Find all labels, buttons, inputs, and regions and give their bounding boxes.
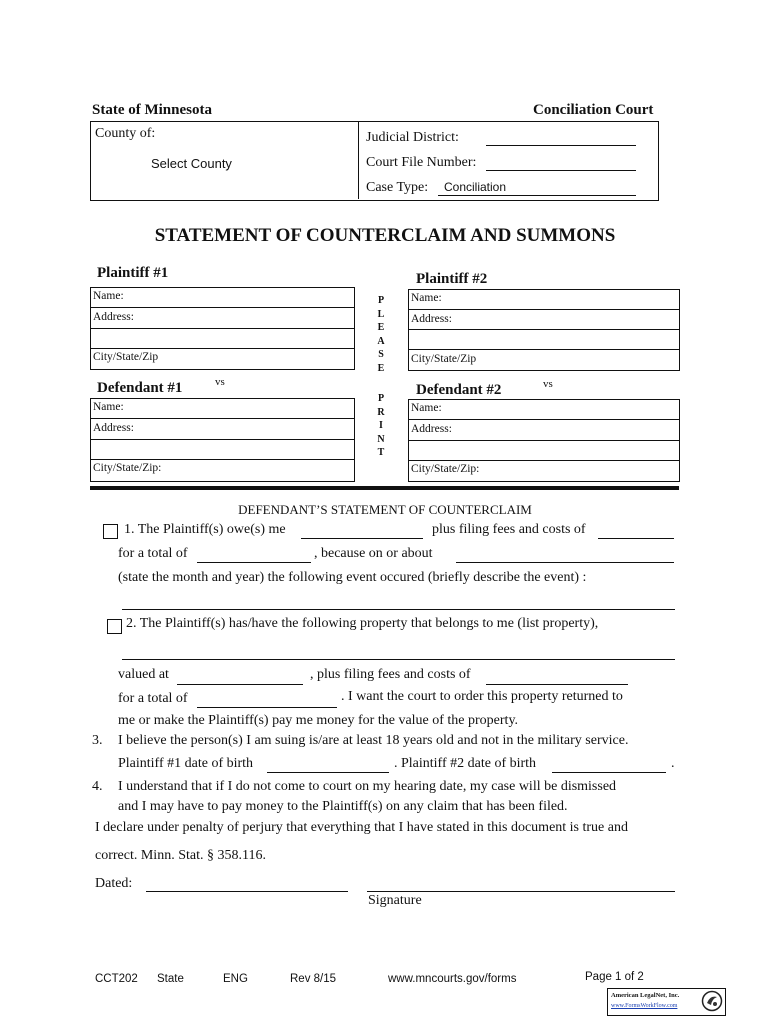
page-number: Page 1 of 2: [585, 971, 644, 983]
print-letter: R: [377, 406, 385, 418]
signature-field[interactable]: [367, 891, 675, 892]
form-code: CCT202: [95, 973, 138, 985]
plaintiff2-city-label[interactable]: City/State/Zip: [411, 353, 477, 365]
item4-number: 4.: [92, 779, 103, 794]
district-label: Judicial District:: [366, 130, 459, 145]
item3-number: 3.: [92, 733, 103, 748]
plaintiff2-title: Plaintiff #2: [416, 271, 488, 287]
item1-text-b: plus filing fees and costs of: [432, 522, 586, 537]
row-divider: [408, 419, 679, 420]
item3-text-c: . Plaintiff #2 date of birth: [394, 756, 537, 771]
publisher-link[interactable]: www.FormsWorkFlow.com: [611, 1003, 678, 1009]
footer-revision: Rev 8/15: [290, 973, 337, 985]
footer-url[interactable]: www.mncourts.gov/forms: [388, 973, 517, 985]
item2-text-a: 2. The Plaintiff(s) has/have the following property that belongs to me (list property),: [126, 616, 599, 631]
print-letter: T: [377, 447, 385, 458]
item1-fees-field[interactable]: [598, 538, 674, 539]
please-letter: L: [377, 308, 385, 320]
row-divider: [90, 459, 354, 460]
defendant1-name-label[interactable]: Name:: [93, 401, 124, 413]
plaintiff1-address-label[interactable]: Address:: [93, 311, 134, 323]
page-title: STATEMENT OF COUNTERCLAIM AND SUMMONS: [154, 225, 616, 246]
plaintiff1-title: Plaintiff #1: [97, 265, 169, 281]
item2-text-b: valued at: [118, 667, 169, 682]
item1-owed-field[interactable]: [301, 538, 423, 539]
defendant1-address-label[interactable]: Address:: [93, 422, 134, 434]
county-select[interactable]: Select County: [151, 156, 232, 171]
item1-text-e: (state the month and year) the following event occured (briefly describe the event) :: [118, 570, 587, 585]
item4-text-b: and I may have to pay money to the Plaintiff(s) on any claim that has been filed.: [118, 799, 568, 814]
statement-heading: DEFENDANT’S STATEMENT OF COUNTERCLAIM: [238, 502, 532, 517]
file-number-label: Court File Number:: [366, 155, 477, 170]
declaration-text-b: correct. Minn. Stat. § 358.116.: [95, 848, 266, 863]
print-letter: I: [379, 420, 383, 431]
item2-property-field[interactable]: [122, 659, 675, 660]
case-type-value: Conciliation: [444, 180, 507, 194]
item2-text-d: for a total of: [118, 691, 188, 706]
item1-event-field[interactable]: [122, 609, 675, 610]
please-letter: A: [377, 335, 385, 347]
plaintiff1-name-label[interactable]: Name:: [93, 290, 124, 302]
vs-label-2: vs: [543, 378, 553, 390]
item3-text-d: .: [671, 756, 675, 771]
item2-value-field[interactable]: [177, 684, 303, 685]
item2-text-c: , plus filing fees and costs of: [310, 667, 471, 682]
item3-text-a: I believe the person(s) I am suing is/are at least 18 years old and not in the military service.: [118, 733, 629, 748]
defendant2-city-label[interactable]: City/State/Zip:: [411, 463, 480, 475]
row-divider: [90, 418, 354, 419]
court-label: Conciliation Court: [533, 102, 654, 118]
item1-checkbox[interactable]: [103, 524, 118, 539]
dated-label: Dated:: [95, 876, 133, 891]
section-separator: [90, 486, 679, 490]
defendant1-title: Defendant #1: [97, 380, 183, 396]
district-field[interactable]: [486, 145, 636, 146]
row-divider: [408, 349, 679, 350]
item2-text-e: . I want the court to order this property returned to: [341, 689, 623, 704]
print-vertical-text: [375, 392, 387, 460]
plaintiff1-dob-field[interactable]: [267, 772, 389, 773]
vs-label-1: vs: [215, 376, 225, 388]
item4-text-a: I understand that if I do not come to court on my hearing date, my case will be dismissed: [118, 779, 617, 794]
please-vertical-text: [375, 294, 387, 375]
defendant1-city-label[interactable]: City/State/Zip:: [93, 462, 162, 474]
item2-text-f: me or make the Plaintiff(s) pay me money for the value of the property.: [118, 713, 519, 728]
row-divider: [408, 329, 679, 330]
print-letter: N: [377, 433, 385, 445]
footer-language: ENG: [223, 973, 248, 985]
row-divider: [90, 348, 354, 349]
item1-text-d: , because on or about: [314, 546, 433, 561]
please-letter: S: [378, 349, 384, 360]
dated-field[interactable]: [146, 891, 348, 892]
item2-checkbox[interactable]: [107, 619, 122, 634]
signature-label: Signature: [368, 893, 422, 908]
defendant2-address-label[interactable]: Address:: [411, 423, 452, 435]
case-type-label: Case Type:: [366, 180, 429, 195]
publisher-logo-icon: [701, 990, 723, 1012]
item2-fees-field[interactable]: [486, 684, 628, 685]
item1-text-c: for a total of: [118, 546, 188, 561]
row-divider: [408, 440, 679, 441]
row-divider: [90, 328, 354, 329]
please-letter: E: [377, 322, 385, 333]
publisher-name: American LegalNet, Inc.: [611, 992, 680, 999]
county-label: County of:: [95, 126, 156, 141]
defendant2-name-label[interactable]: Name:: [411, 402, 442, 414]
item1-date-field[interactable]: [456, 562, 674, 563]
row-divider: [408, 460, 679, 461]
header-divider: [358, 121, 359, 199]
plaintiff2-dob-field[interactable]: [552, 772, 666, 773]
please-letter: E: [377, 362, 385, 374]
row-divider: [90, 439, 354, 440]
item1-text-a: 1. The Plaintiff(s) owe(s) me: [124, 522, 286, 537]
plaintiff2-name-label[interactable]: Name:: [411, 292, 442, 304]
plaintiff1-city-label[interactable]: City/State/Zip: [93, 351, 159, 363]
file-number-field[interactable]: [486, 170, 636, 171]
row-divider: [90, 307, 354, 308]
footer-state: State: [157, 973, 184, 985]
defendant2-title: Defendant #2: [416, 382, 502, 398]
item3-text-b: Plaintiff #1 date of birth: [118, 756, 254, 771]
declaration-text-a: I declare under penalty of perjury that everything that I have stated in this document is true and: [95, 820, 628, 835]
item1-total-field[interactable]: [197, 562, 311, 563]
please-letter: P: [377, 295, 385, 306]
item2-total-field[interactable]: [197, 707, 337, 708]
plaintiff2-address-label[interactable]: Address:: [411, 313, 452, 325]
state-label: State of Minnesota: [92, 102, 212, 118]
row-divider: [408, 309, 679, 310]
case-type-field[interactable]: [438, 195, 636, 196]
print-letter: P: [377, 393, 385, 404]
